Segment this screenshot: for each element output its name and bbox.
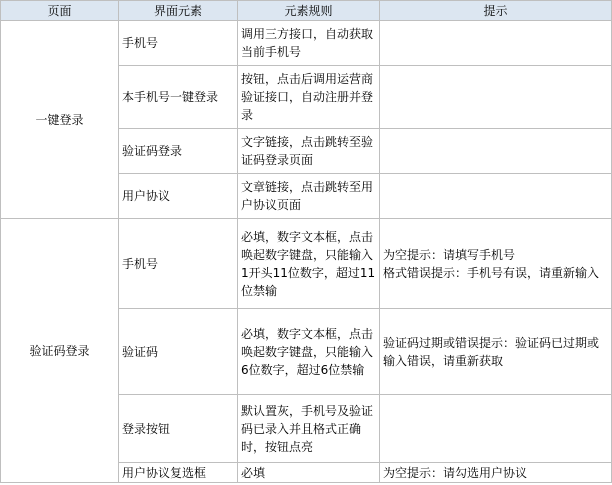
element-cell: 用户协议 [119, 174, 238, 219]
element-cell: 登录按钮 [119, 395, 238, 463]
rule-cell: 必填，数字文本框，点击唤起数字键盘，只能输入1开头11位数字，超过11位禁输 [238, 219, 380, 309]
hint-cell: 为空提示：请填写手机号 格式错误提示：手机号有误，请重新输入 [380, 219, 612, 309]
header-rule: 元素规则 [238, 1, 380, 21]
hint-cell: 验证码过期或错误提示：验证码已过期或输入错误，请重新获取 [380, 309, 612, 395]
hint-cell [380, 129, 612, 174]
header-page: 页面 [1, 1, 119, 21]
rule-cell: 文章链接，点击跳转至用户协议页面 [238, 174, 380, 219]
hint-cell [380, 66, 612, 129]
rule-cell: 默认置灰，手机号及验证码已录入并且格式正确时，按钮点亮 [238, 395, 380, 463]
element-cell: 验证码 [119, 309, 238, 395]
header-element: 界面元素 [119, 1, 238, 21]
hint-cell [380, 395, 612, 463]
page-name-cell: 一键登录 [1, 21, 119, 219]
rule-cell: 必填，数字文本框，点击唤起数字键盘，只能输入6位数字，超过6位禁输 [238, 309, 380, 395]
element-cell: 用户协议复选框 [119, 463, 238, 483]
table-row [1, 21, 612, 66]
rule-cell: 按钮，点击后调用运营商验证接口，自动注册并登录 [238, 66, 380, 129]
rule-cell: 文字链接，点击跳转至验证码登录页面 [238, 129, 380, 174]
page-name-cell: 验证码登录 [1, 219, 119, 483]
hint-cell [380, 174, 612, 219]
rule-cell: 调用三方接口，自动获取当前手机号 [238, 21, 380, 66]
hint-cell [380, 21, 612, 66]
element-cell: 手机号 [119, 219, 238, 309]
header-hint: 提示 [380, 1, 612, 21]
element-cell: 本手机号一键登录 [119, 66, 238, 129]
rule-cell: 必填 [238, 463, 380, 483]
header-row [1, 1, 612, 21]
hint-cell: 为空提示：请勾选用户协议 [380, 463, 612, 483]
element-cell: 手机号 [119, 21, 238, 66]
element-cell: 验证码登录 [119, 129, 238, 174]
table-row [1, 219, 612, 309]
